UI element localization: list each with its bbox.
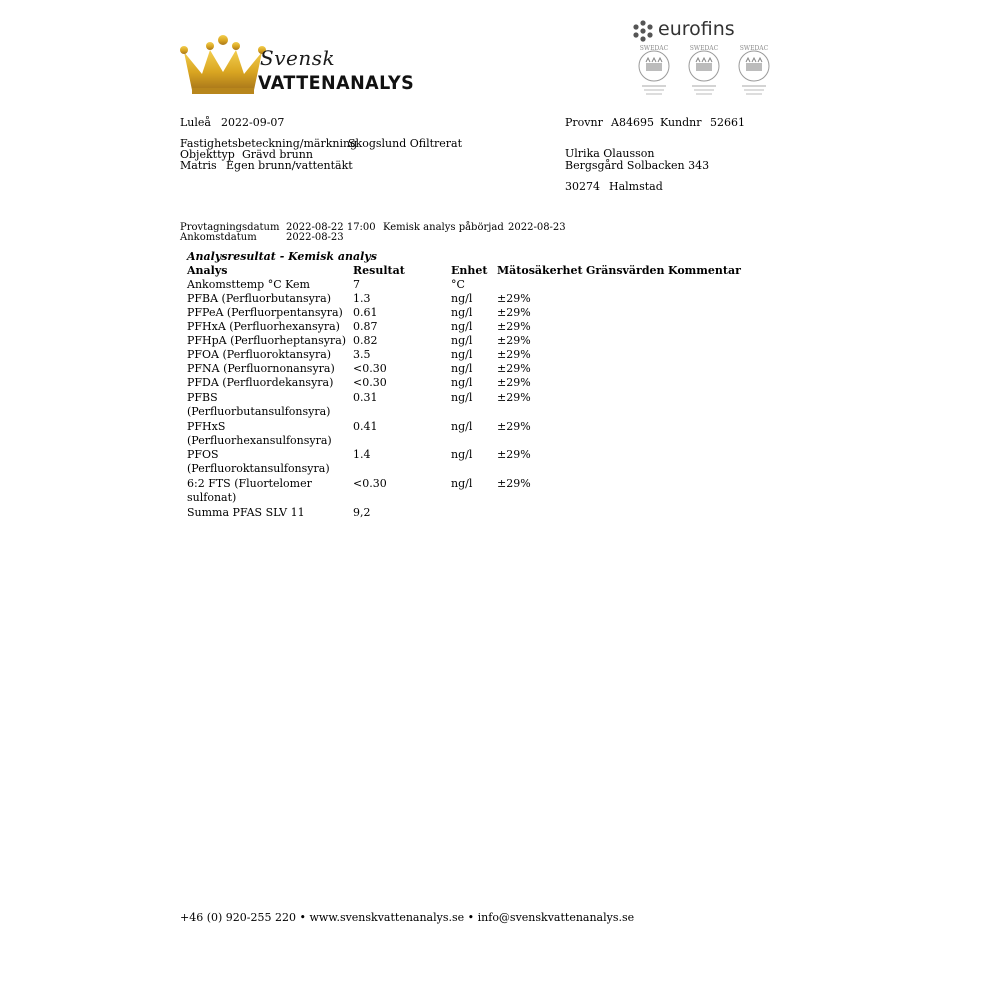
footer-email-link[interactable]: info@svenskvattenanalys.se <box>477 911 635 924</box>
cell-unit: ng/l <box>451 376 473 389</box>
cell-unit: ng/l <box>451 320 473 333</box>
matrix-label: Matris <box>180 159 217 172</box>
customer-street: Bergsgård Solbacken 343 <box>565 159 710 172</box>
footer-phone: +46 (0) 920-255 220 <box>180 911 296 924</box>
cell-uncertainty: ±29% <box>497 448 531 461</box>
footer-website-link[interactable]: www.svenskvattenanalys.se <box>309 911 465 924</box>
col-result-header: Resultat <box>353 264 405 277</box>
cell-analysis: PFHpA (Perfluorheptansyra) <box>187 334 347 347</box>
cell-unit: ng/l <box>451 348 473 361</box>
cell-analysis-cont: sulfonat) <box>187 491 237 504</box>
cell-result: <0.30 <box>353 362 387 375</box>
object-value: Grävd brunn <box>242 148 313 161</box>
eurofins-wordmark: eurofins <box>658 18 735 40</box>
arrived-label: Ankomstdatum <box>180 232 257 243</box>
footer-contact <box>180 911 634 924</box>
analysis-started-label: Kemisk analys påbörjad <box>383 222 504 233</box>
arrived-value: 2022-08-23 <box>286 232 344 243</box>
logo-script-text: Svensk <box>260 46 336 70</box>
customer-name: Ulrika Olausson <box>565 147 655 160</box>
property-label: Fastighetsbeteckning/märkning <box>180 137 358 150</box>
footer-separator: • <box>467 911 475 924</box>
analysis-started-value: 2022-08-23 <box>508 222 566 233</box>
cell-result: <0.30 <box>353 477 387 490</box>
col-uncertainty-header: Mätosäkerhet <box>497 264 583 277</box>
cell-uncertainty: ±29% <box>497 292 531 305</box>
cell-result: 7 <box>353 278 360 291</box>
eurofins-logo <box>632 18 782 108</box>
cell-unit: ng/l <box>451 477 473 490</box>
provnr-value: A84695 <box>611 116 654 129</box>
customer-postcode: 30274 <box>565 180 600 193</box>
object-label: Objekttyp <box>180 148 235 161</box>
cell-unit: °C <box>451 278 465 291</box>
col-analysis-header: Analys <box>187 264 228 277</box>
crown-icon <box>180 34 266 98</box>
cell-uncertainty: ±29% <box>497 376 531 389</box>
cell-result: <0.30 <box>353 376 387 389</box>
results-caption: Analysresultat - Kemisk analys <box>187 250 377 263</box>
swedac-seal-icon <box>732 42 776 102</box>
sampled-value: 2022-08-22 17:00 <box>286 222 376 233</box>
cell-uncertainty: ±29% <box>497 362 531 375</box>
cell-analysis: PFNA (Perfluornonansyra) <box>187 362 335 375</box>
cell-analysis: PFPeA (Perfluorpentansyra) <box>187 306 343 319</box>
cell-result: 3.5 <box>353 348 371 361</box>
col-unit-header: Enhet <box>451 264 488 277</box>
provnr-label: Provnr <box>565 116 603 129</box>
cell-uncertainty: ±29% <box>497 320 531 333</box>
cell-uncertainty: ±29% <box>497 420 531 433</box>
cell-analysis: PFBA (Perfluorbutansyra) <box>187 292 331 305</box>
cell-uncertainty: ±29% <box>497 477 531 490</box>
swedac-seal-icon <box>682 42 726 102</box>
cell-result: 1.3 <box>353 292 371 305</box>
seal-label: SWEDAC <box>739 45 769 52</box>
cell-analysis-cont: (Perfluorhexansulfonsyra) <box>187 434 332 447</box>
cell-analysis: 6:2 FTS (Fluortelomer <box>187 477 312 490</box>
cell-result: 0.31 <box>353 391 378 404</box>
cell-analysis: Summa PFAS SLV 11 <box>187 506 305 519</box>
cell-unit: ng/l <box>451 362 473 375</box>
cell-uncertainty: ±29% <box>497 306 531 319</box>
cell-result: 0.41 <box>353 420 378 433</box>
cell-analysis-cont: (Perfluorbutansulfonsyra) <box>187 405 331 418</box>
logo-main-text: VATTENANALYS <box>258 72 415 94</box>
property-value: Skogslund Ofiltrerat <box>348 137 463 150</box>
cell-analysis: PFHxA (Perfluorhexansyra) <box>187 320 340 333</box>
cell-unit: ng/l <box>451 420 473 433</box>
cell-unit: ng/l <box>451 334 473 347</box>
cell-unit: ng/l <box>451 391 473 404</box>
sampled-label: Provtagningsdatum <box>180 222 280 233</box>
cell-result: 0.82 <box>353 334 378 347</box>
cell-uncertainty: ±29% <box>497 348 531 361</box>
col-comment-header: Kommentar <box>668 264 741 277</box>
cell-analysis: PFOA (Perfluoroktansyra) <box>187 348 332 361</box>
swedac-seal-icon <box>632 42 676 102</box>
cell-unit: ng/l <box>451 448 473 461</box>
cell-analysis: PFDA (Perfluordekansyra) <box>187 376 334 389</box>
footer-separator: • <box>299 911 306 924</box>
report-city: Luleå <box>180 116 211 129</box>
report-date: 2022-09-07 <box>221 116 285 129</box>
matrix-value: Egen brunn/vattentäkt <box>226 159 353 172</box>
cell-unit: ng/l <box>451 306 473 319</box>
cell-analysis-cont: (Perfluoroktansulfonsyra) <box>187 462 330 475</box>
kundnr-label: Kundnr <box>660 116 702 129</box>
seal-label: SWEDAC <box>689 45 719 52</box>
cell-uncertainty: ±29% <box>497 391 531 404</box>
cell-uncertainty: ±29% <box>497 334 531 347</box>
seal-label: SWEDAC <box>639 45 669 52</box>
cell-analysis: PFOS <box>187 448 219 461</box>
customer-city: Halmstad <box>609 180 663 193</box>
cell-result: 0.61 <box>353 306 378 319</box>
cell-result: 0.87 <box>353 320 378 333</box>
cell-result: 9,2 <box>353 506 371 519</box>
cell-analysis: Ankomsttemp °C Kem <box>187 278 310 291</box>
cell-result: 1.4 <box>353 448 371 461</box>
eurofins-dots-icon <box>632 20 654 42</box>
col-limits-header: Gränsvärden <box>586 264 665 277</box>
kundnr-value: 52661 <box>710 116 745 129</box>
svensk-vattenanalys-logo <box>180 34 415 98</box>
cell-analysis: PFHxS <box>187 420 226 433</box>
cell-analysis: PFBS <box>187 391 218 404</box>
cell-unit: ng/l <box>451 292 473 305</box>
